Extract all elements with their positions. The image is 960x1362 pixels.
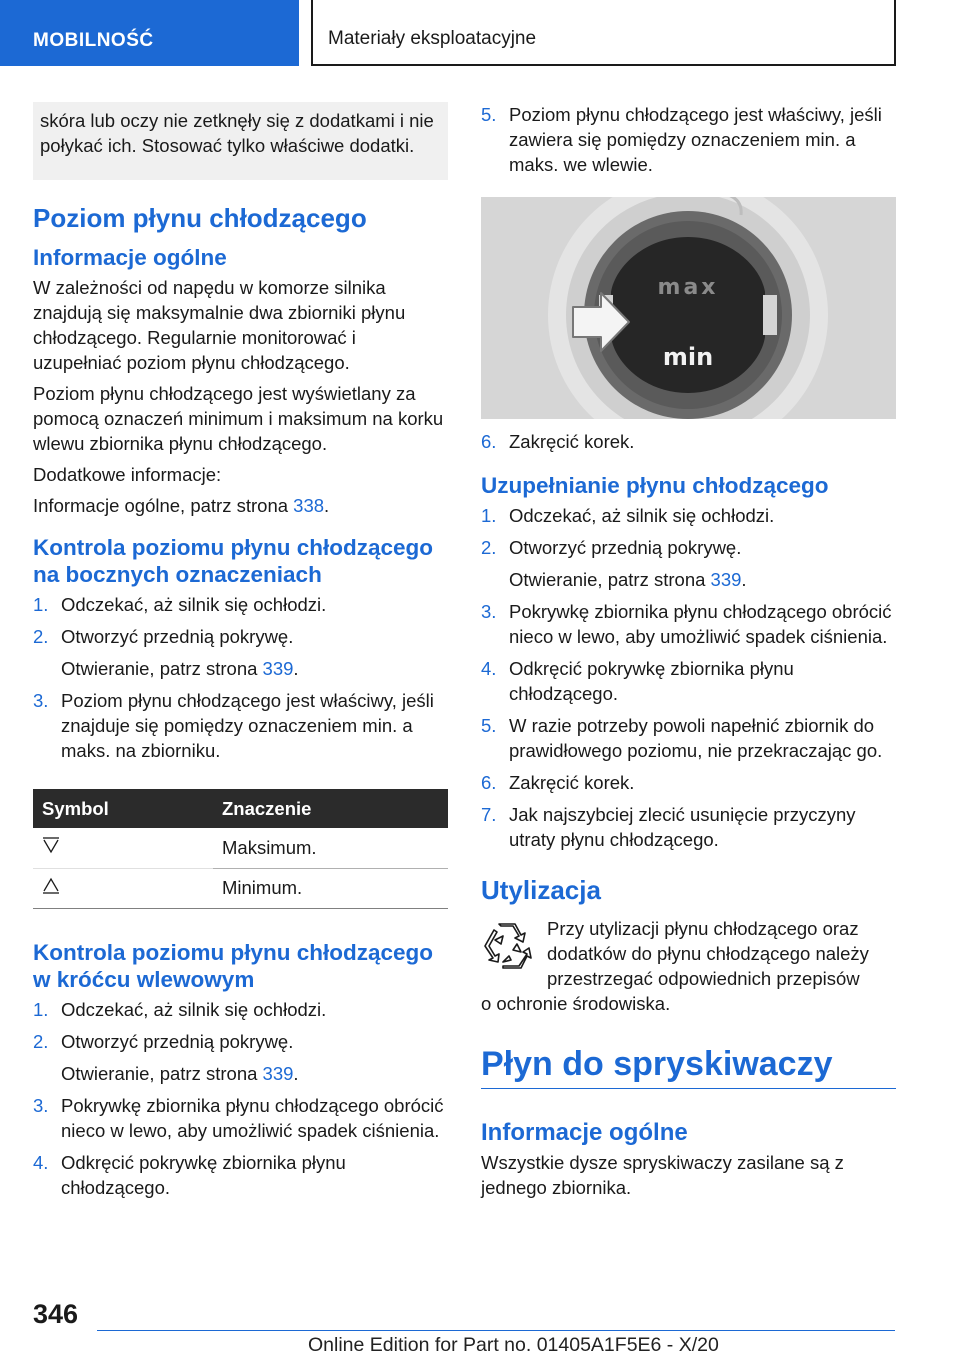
recycle-icon	[481, 920, 533, 972]
edition-note: Online Edition for Part no. 01405A1F5E6 - X/20	[308, 1334, 719, 1356]
table-header-symbol: Symbol	[33, 789, 213, 828]
list-item: 1. Odczekać, aż silnik się ochłodzi.	[33, 998, 327, 1020]
subsection-title-side-check: Kontrola poziomu płynu chłodzącego na bocznych oznaczeniach	[33, 535, 434, 587]
table-header-meaning: Znaczenie	[213, 789, 448, 828]
paragraph: Dodatkowe informacje:	[33, 464, 222, 485]
table-row: Maksimum.	[33, 828, 448, 868]
list-item: 4. Odkręcić pokrywkę zbiornika płynu chłodzącego.	[481, 658, 794, 704]
paragraph: Wszystkie dysze spryskiwaczy zasilane są z jednego zbiornika.	[481, 1152, 844, 1198]
list-subitem: Otwieranie, patrz strona 339.	[61, 1062, 299, 1084]
subsection-title-refill: Uzupełnianie płynu chłodzącego	[481, 473, 829, 498]
page-number: 346	[33, 1299, 79, 1329]
list-item: 3. Poziom płynu chłodzącego jest właściwy, jeśli znajduje się pomiędzy oznaczeniem min. a maks. na zbiorniku.	[33, 690, 434, 761]
chapter-heading	[481, 1044, 896, 1089]
list-item: 2. Otworzyć przednią pokrywę.	[33, 1030, 294, 1052]
chapter-title: Materiały eksploatacyjne	[311, 0, 896, 66]
page-link[interactable]: 339	[262, 1062, 294, 1084]
max-label: max	[657, 275, 719, 300]
max-triangle-icon	[42, 836, 60, 854]
list-item: 6. Zakręcić korek.	[481, 772, 635, 793]
footer-divider	[97, 1330, 895, 1331]
list-item: 2. Otworzyć przednią pokrywę.	[481, 537, 742, 558]
section-title-coolant-level: Poziom płynu chłodzącego	[33, 203, 367, 233]
list-item: 3. Pokrywkę zbiornika płynu chłodzącego obrócić nieco w lewo, aby umożliwić spadek ciśnienia.	[481, 601, 892, 647]
subsection-title-neck-check: Kontrola poziomu płynu chłodzącego w króćcu wlewowym	[33, 939, 434, 992]
section-title-washer-fluid: Płyn do spryskiwaczy	[481, 1045, 833, 1083]
table-row: Minimum.	[33, 868, 448, 908]
subsection-title-washer-general: Informacje ogólne	[481, 1119, 688, 1146]
list-item: 6. Zakręcić korek.	[481, 431, 635, 452]
list-subitem: Otwieranie, patrz strona 339.	[509, 569, 747, 590]
paragraph-with-link: Informacje ogólne, patrz strona 338.	[33, 495, 330, 516]
symbol-table	[33, 789, 448, 909]
section-tab[interactable]: MOBILNOŚĆ	[0, 0, 299, 66]
filler-neck-photo	[481, 197, 896, 419]
page-link[interactable]: 338	[293, 495, 325, 516]
list-item: 1. Odczekać, aż silnik się ochłodzi.	[481, 505, 775, 526]
page-link[interactable]: 339	[710, 569, 742, 590]
left-column	[33, 102, 448, 1207]
subsection-title-general: Informacje ogólne	[33, 245, 227, 270]
list-subitem: Otwieranie, patrz strona 339.	[61, 658, 299, 679]
right-column	[481, 102, 896, 1206]
list-item: 4. Odkręcić pokrywkę zbiornika płynu chłodzącego.	[33, 1151, 346, 1198]
paragraph: W zależności od napędu w komorze silnika znajdują się maksymalnie dwa zbiorniki płynu chłodzącego. Regularnie monitorować i uzupełniać poziom płynu chłodzącego.	[33, 277, 406, 373]
min-triangle-icon	[42, 877, 60, 895]
min-label: min	[662, 343, 714, 371]
list-item: 5. W razie potrzeby powoli napełnić zbiornik do prawidłowego poziomu, nie przekraczając go.	[481, 715, 883, 761]
list-item: 2. Otworzyć przednią pokrywę.	[33, 626, 294, 647]
page-link[interactable]: 339	[262, 658, 294, 679]
paragraph: Poziom płynu chłodzącego jest wyświetlany za pomocą oznaczeń minimum i maksimum na korku wlewu zbiornika płynu chłodzącego.	[33, 383, 444, 454]
list-item: 7. Jak najszybciej zlecić usunięcie przyczyny utraty płynu chłodzącego.	[481, 804, 856, 850]
list-item: 3. Pokrywkę zbiornika płynu chłodzącego obrócić nieco w lewo, aby umożliwić spadek ciśnienia.	[33, 1094, 444, 1141]
list-item: 1. Odczekać, aż silnik się ochłodzi.	[33, 594, 327, 615]
section-title-disposal: Utylizacja	[481, 875, 601, 905]
disposal-note: Przy utylizacji płynu chłodzącego oraz dodatków do płynu chłodzącego należy przestrzegać odpowiednich przepisów o ochronie środowiska.	[481, 918, 869, 1014]
list-item: 5. Poziom płynu chłodzącego jest właściwy, jeśli zawiera się pomiędzy oznaczeniem min. a maks. we wlewie.	[481, 104, 882, 175]
warning-box: skóra lub oczy nie zetknęły się z dodatkami i nie połykać ich. Stosować tylko właściwe dodatki.	[33, 102, 448, 180]
